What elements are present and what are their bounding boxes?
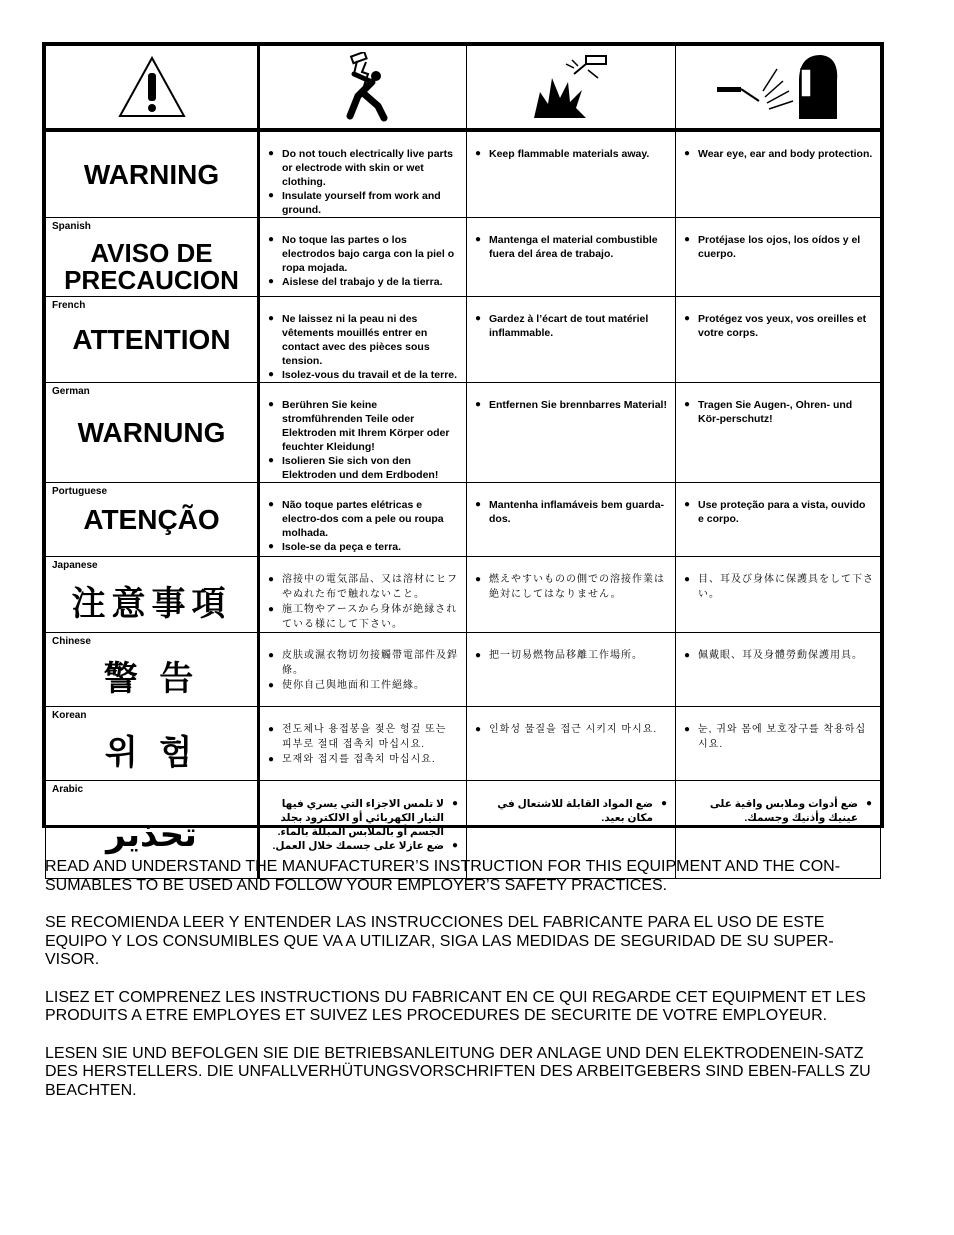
fire-explosion-cell — [467, 46, 676, 131]
instruction-item: ● 使你自己與地面和工件絕緣。 — [268, 678, 460, 693]
protection-instruction-cell — [676, 557, 881, 633]
instruction-item: ● 施工物やアースから身体が絶縁されている様にして下さい。 — [268, 602, 460, 632]
warning-word: ATTENTION — [72, 323, 231, 355]
instruction-list — [467, 557, 675, 602]
instruction-list — [260, 218, 466, 289]
electric-shock-icon — [328, 52, 398, 122]
instruction-list — [676, 132, 880, 161]
language-cell — [46, 218, 259, 297]
instruction-item: ● Use proteção para a vista, ouvido e corpo. — [684, 498, 874, 526]
instruction-item: ● 전도체나 용접봉을 젖은 헝겊 또는 피부로 절대 접촉치 마십시요. — [268, 722, 460, 752]
instruction-list — [260, 781, 466, 853]
shock-instruction-cell — [259, 633, 467, 707]
instruction-item: ● Não toque partes elétricas e electro-dos com a pele ou roupa molhada. — [268, 498, 460, 540]
warning-row-spanish — [46, 218, 881, 297]
instruction-list — [260, 132, 466, 217]
instruction-list — [467, 633, 675, 663]
warning-word: WARNING — [83, 158, 220, 190]
warning-word: AVISO DE PRECAUCION — [64, 237, 239, 295]
warning-triangle-icon — [117, 55, 187, 119]
instruction-item: ● Isolez-vous du travail et de la terre. — [268, 368, 460, 382]
language-name: Arabic — [52, 784, 84, 795]
protection-instruction-cell — [676, 130, 881, 218]
instruction-item: ● Protégez vos yeux, vos oreilles et votre corps. — [684, 312, 874, 340]
instruction-list — [467, 483, 675, 526]
instruction-item: ● Wear eye, ear and body protection. — [684, 147, 874, 161]
language-cell — [46, 483, 259, 557]
flammable-instruction-cell — [467, 218, 676, 297]
shock-instruction-cell — [259, 383, 467, 483]
instruction-paragraph: SE RECOMIENDA LEER Y ENTENDER LAS INSTRUCCIONES DEL FABRICANTE PARA EL USO DE ESTE EQUIPO Y LOS CONSUMIBLES QUE VA A UTILIZAR, SIGA LAS MEDIDAS DE SEGURIDAD DE SU SUPER-VISOR. — [45, 914, 834, 968]
flammable-instruction-cell — [467, 130, 676, 218]
instruction-item: ● Aislese del trabajo y de la tierra. — [268, 275, 460, 289]
language-cell — [46, 707, 259, 781]
flammable-instruction-cell — [467, 707, 676, 781]
instruction-item: ● Gardez à l’écart de tout matériel inflammable. — [475, 312, 669, 340]
instruction-item: ● ضع أدوات وملابس واقية على عينيك وأذنيك وجسمك. — [686, 797, 872, 825]
language-name: Portuguese — [52, 486, 108, 497]
protection-instruction-cell — [676, 218, 881, 297]
instruction-list — [260, 633, 466, 693]
instruction-list — [260, 557, 466, 632]
language-name: Japanese — [52, 560, 98, 571]
language-cell — [46, 297, 259, 383]
language-name: Spanish — [52, 221, 91, 232]
eye-face-protection-cell — [676, 46, 881, 131]
flammable-instruction-cell — [467, 557, 676, 633]
instruction-list — [676, 633, 880, 663]
instruction-item: ● Isolieren Sie sich von den Elektroden und dem Erdboden! — [268, 454, 460, 482]
language-cell — [46, 383, 259, 483]
protection-instruction-cell — [676, 707, 881, 781]
instruction-item: ● ضع المواد القابلة للاشتعال في مكان بعيد. — [477, 797, 667, 825]
warning-word: 警 告 — [103, 659, 200, 698]
instruction-list — [467, 297, 675, 340]
instruction-paragraph: LESEN SIE UND BEFOLGEN SIE DIE BETRIEBSANLEITUNG DER ANLAGE UND DEN ELEKTRODENEIN-SATZ DES HERSTELLERS. DIE UNFALLVERHÜTUNGSVORSCHRIFTEN DES ARBEITGEBERS SIND EBEN-FALLS ZU BEACHTEN. — [45, 1044, 871, 1099]
language-cell — [46, 130, 259, 218]
warning-word: 위 험 — [104, 733, 199, 772]
instruction-item: ● 눈, 귀와 몸에 보호장구를 착용하십시요. — [684, 722, 874, 752]
instruction-item: ● Insulate yourself from work and ground. — [268, 189, 460, 217]
icon-row — [46, 46, 881, 131]
shock-instruction-cell — [259, 130, 467, 218]
warning-row-chinese — [46, 633, 881, 707]
instruction-list — [676, 218, 880, 261]
instruction-list — [467, 218, 675, 261]
instruction-list — [676, 297, 880, 340]
instruction-item: ● 佩戴眼、耳及身體勞動保護用具。 — [684, 648, 874, 663]
language-name: French — [52, 300, 86, 311]
shock-instruction-cell — [259, 707, 467, 781]
instruction-item: ● 把一切易燃物品移離工作場所。 — [475, 648, 669, 663]
shock-instruction-cell — [259, 218, 467, 297]
instruction-item: ● Keep flammable materials away. — [475, 147, 669, 161]
instruction-list — [676, 707, 880, 752]
shock-instruction-cell — [259, 557, 467, 633]
warning-row-german — [46, 383, 881, 483]
instruction-paragraph: LISEZ ET COMPRENEZ LES INSTRUCTIONS DU FABRICANT EN CE QUI REGARDE CET EQUIPMENT ET LES PRODUITS A ETRE EMPLOYES ET SUIVEZ LES PROCEDURES DE SECURITE DE VOTRE EMPLOYEUR. — [45, 988, 866, 1024]
flammable-instruction-cell — [467, 383, 676, 483]
instruction-paragraph: READ AND UNDERSTAND THE MANUFACTURER’S INSTRUCTION FOR THIS EQUIPMENT AND THE CON-SUMABLES TO BE USED AND FOLLOW YOUR EMPLOYER’S SAFETY PRACTICES. — [45, 858, 841, 894]
protection-instruction-cell — [676, 297, 881, 383]
language-cell — [46, 557, 259, 633]
instruction-list — [260, 707, 466, 767]
warning-row-japanese — [46, 557, 881, 633]
language-name: German — [52, 386, 90, 397]
instruction-item: ● 溶接中の電気部品、又は溶材にヒフやぬれた布で触れないこと。 — [268, 572, 460, 602]
instruction-list — [260, 483, 466, 554]
instruction-notes — [45, 858, 885, 1119]
instruction-list — [260, 383, 466, 482]
shock-instruction-cell — [259, 297, 467, 383]
language-name: Korean — [52, 710, 87, 721]
warning-row-korean — [46, 707, 881, 781]
instruction-item: ● Tragen Sie Augen-, Ohren- und Kör-perschutz! — [684, 398, 874, 426]
instruction-item: ● Protéjase los ojos, los oídos y el cuerpo. — [684, 233, 874, 261]
instruction-item: ● 皮肤或濕衣物切勿接觸帶電部件及銲條。 — [268, 648, 460, 678]
warning-table — [42, 42, 884, 854]
instruction-item: ● Berühren Sie keine stromführenden Teile oder Elektroden mit Ihrem Körper oder feuchter Kleidung! — [268, 398, 460, 454]
eye-face-protection-icon — [713, 51, 843, 123]
protection-instruction-cell — [676, 633, 881, 707]
warning-word: WARNUNG — [77, 416, 226, 448]
instruction-item: ● ضع عازلا على جسمك خلال العمل. — [270, 839, 458, 853]
language-name: Chinese — [52, 636, 91, 647]
flammable-instruction-cell — [467, 633, 676, 707]
fire-explosion-icon — [528, 52, 614, 122]
instruction-list — [467, 781, 675, 825]
instruction-item: ● Entfernen Sie brennbarres Material! — [475, 398, 669, 412]
instruction-list — [676, 557, 880, 602]
instruction-list — [260, 297, 466, 382]
warning-row-french — [46, 297, 881, 383]
electric-shock-cell — [259, 46, 467, 131]
instruction-item: ● Mantenga el material combustible fuera del área de trabajo. — [475, 233, 669, 261]
warning-word: 注意事項 — [71, 584, 232, 623]
warning-row-english — [46, 130, 881, 218]
warning-word: ATENÇÃO — [83, 503, 220, 535]
instruction-list — [467, 707, 675, 737]
instruction-item: ● 모재와 접지를 접촉치 마십시요. — [268, 752, 460, 767]
protection-instruction-cell — [676, 383, 881, 483]
instruction-item: ● Ne laissez ni la peau ni des vêtements mouillés entrer en contact avec des pièces sous tension. — [268, 312, 460, 368]
warning-word: تحذير — [106, 815, 197, 854]
language-cell — [46, 633, 259, 707]
instruction-item: ● لا تلمس الاجزاء التي يسري فيها التيار الكهربائي أو الالكترود بجلد الجسم أو بالملابس المبللة بالماء. — [270, 797, 458, 839]
instruction-item: ● 目、耳及び身体に保護具をして下さい。 — [684, 572, 874, 602]
protection-instruction-cell — [676, 483, 881, 557]
instruction-list — [467, 132, 675, 161]
warning-row-portuguese — [46, 483, 881, 557]
instruction-list — [676, 383, 880, 426]
warning-triangle-cell — [46, 46, 259, 131]
instruction-item: ● Do not touch electrically live parts or electrode with skin or wet clothing. — [268, 147, 460, 189]
instruction-list — [467, 383, 675, 412]
shock-instruction-cell — [259, 483, 467, 557]
instruction-list — [676, 483, 880, 526]
instruction-list — [676, 781, 880, 825]
instruction-item: ● Isole-se da peça e terra. — [268, 540, 460, 554]
instruction-item: ● 인화성 물질을 접근 시키지 마시요. — [475, 722, 669, 737]
flammable-instruction-cell — [467, 297, 676, 383]
instruction-item: ● Mantenha inflamáveis bem guarda-dos. — [475, 498, 669, 526]
instruction-item: ● 燃えやすいものの側での溶接作業は絶対にしてはなりません。 — [475, 572, 669, 602]
flammable-instruction-cell — [467, 483, 676, 557]
instruction-item: ● No toque las partes o los electrodos bajo carga con la piel o ropa mojada. — [268, 233, 460, 275]
